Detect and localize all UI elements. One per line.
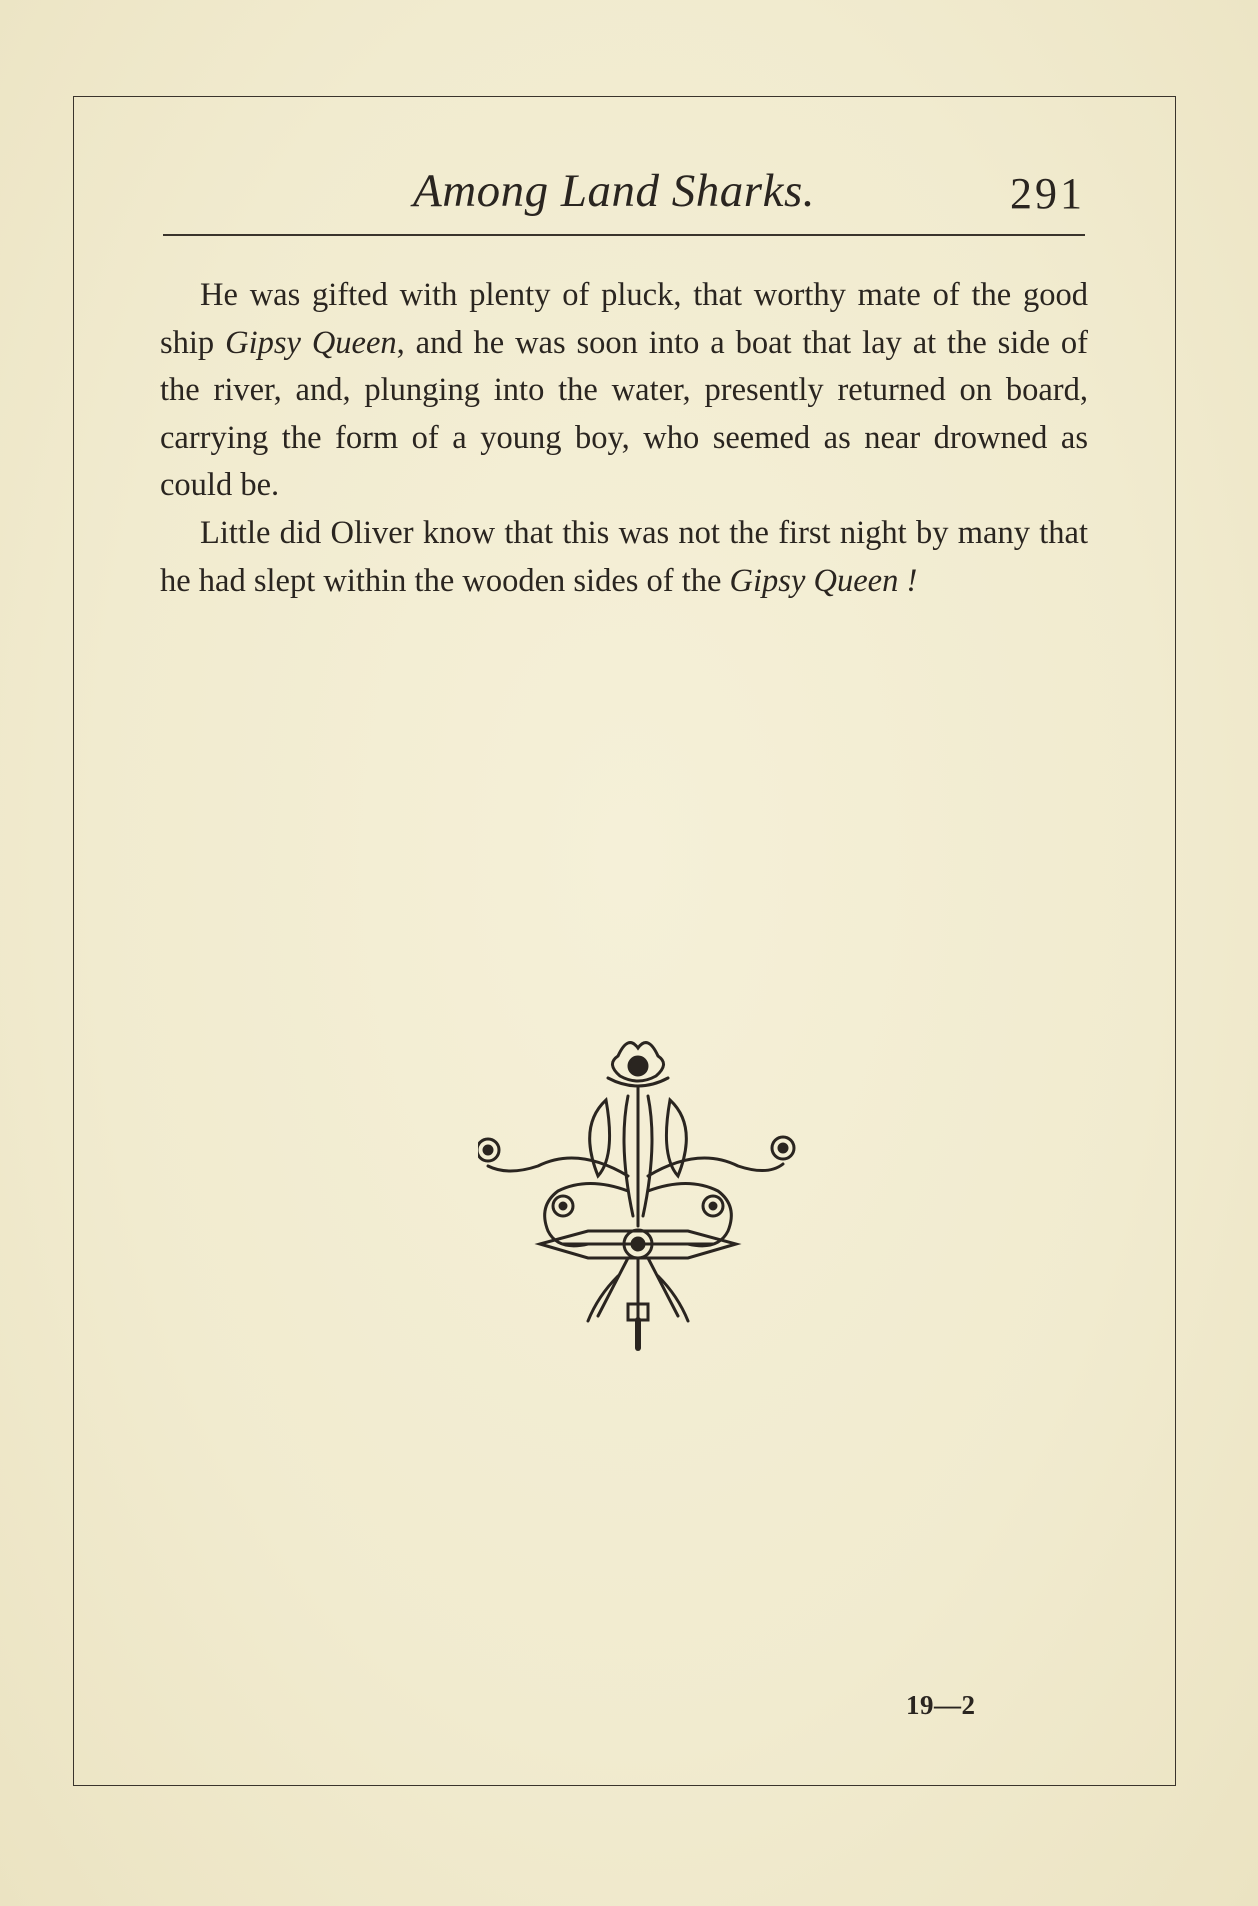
signature-mark: 19—2 bbox=[906, 1690, 976, 1720]
body-text bbox=[160, 272, 1088, 605]
running-title: Among Land Sharks. bbox=[413, 165, 815, 217]
paragraph-2: Little did Oliver know that this was not the first night by many that he had slept within the wooden sides of the Gipsy Queen ! bbox=[160, 514, 1088, 599]
paragraph-1: He was gifted with plenty of pluck, that worthy mate of the good ship Gipsy Queen, and he was soon into a boat that lay at the side of the river, and, plunging into the water, presently returned on board, carrying the form of a young boy, who seemed as near drowned as could be. bbox=[160, 277, 1088, 504]
running-header bbox=[163, 160, 1085, 236]
ship-name: Gipsy Queen bbox=[225, 324, 397, 361]
floral-ornament-icon bbox=[478, 1026, 798, 1356]
page-number: 291 bbox=[1010, 169, 1085, 218]
ship-name: Gipsy Queen ! bbox=[729, 562, 918, 599]
